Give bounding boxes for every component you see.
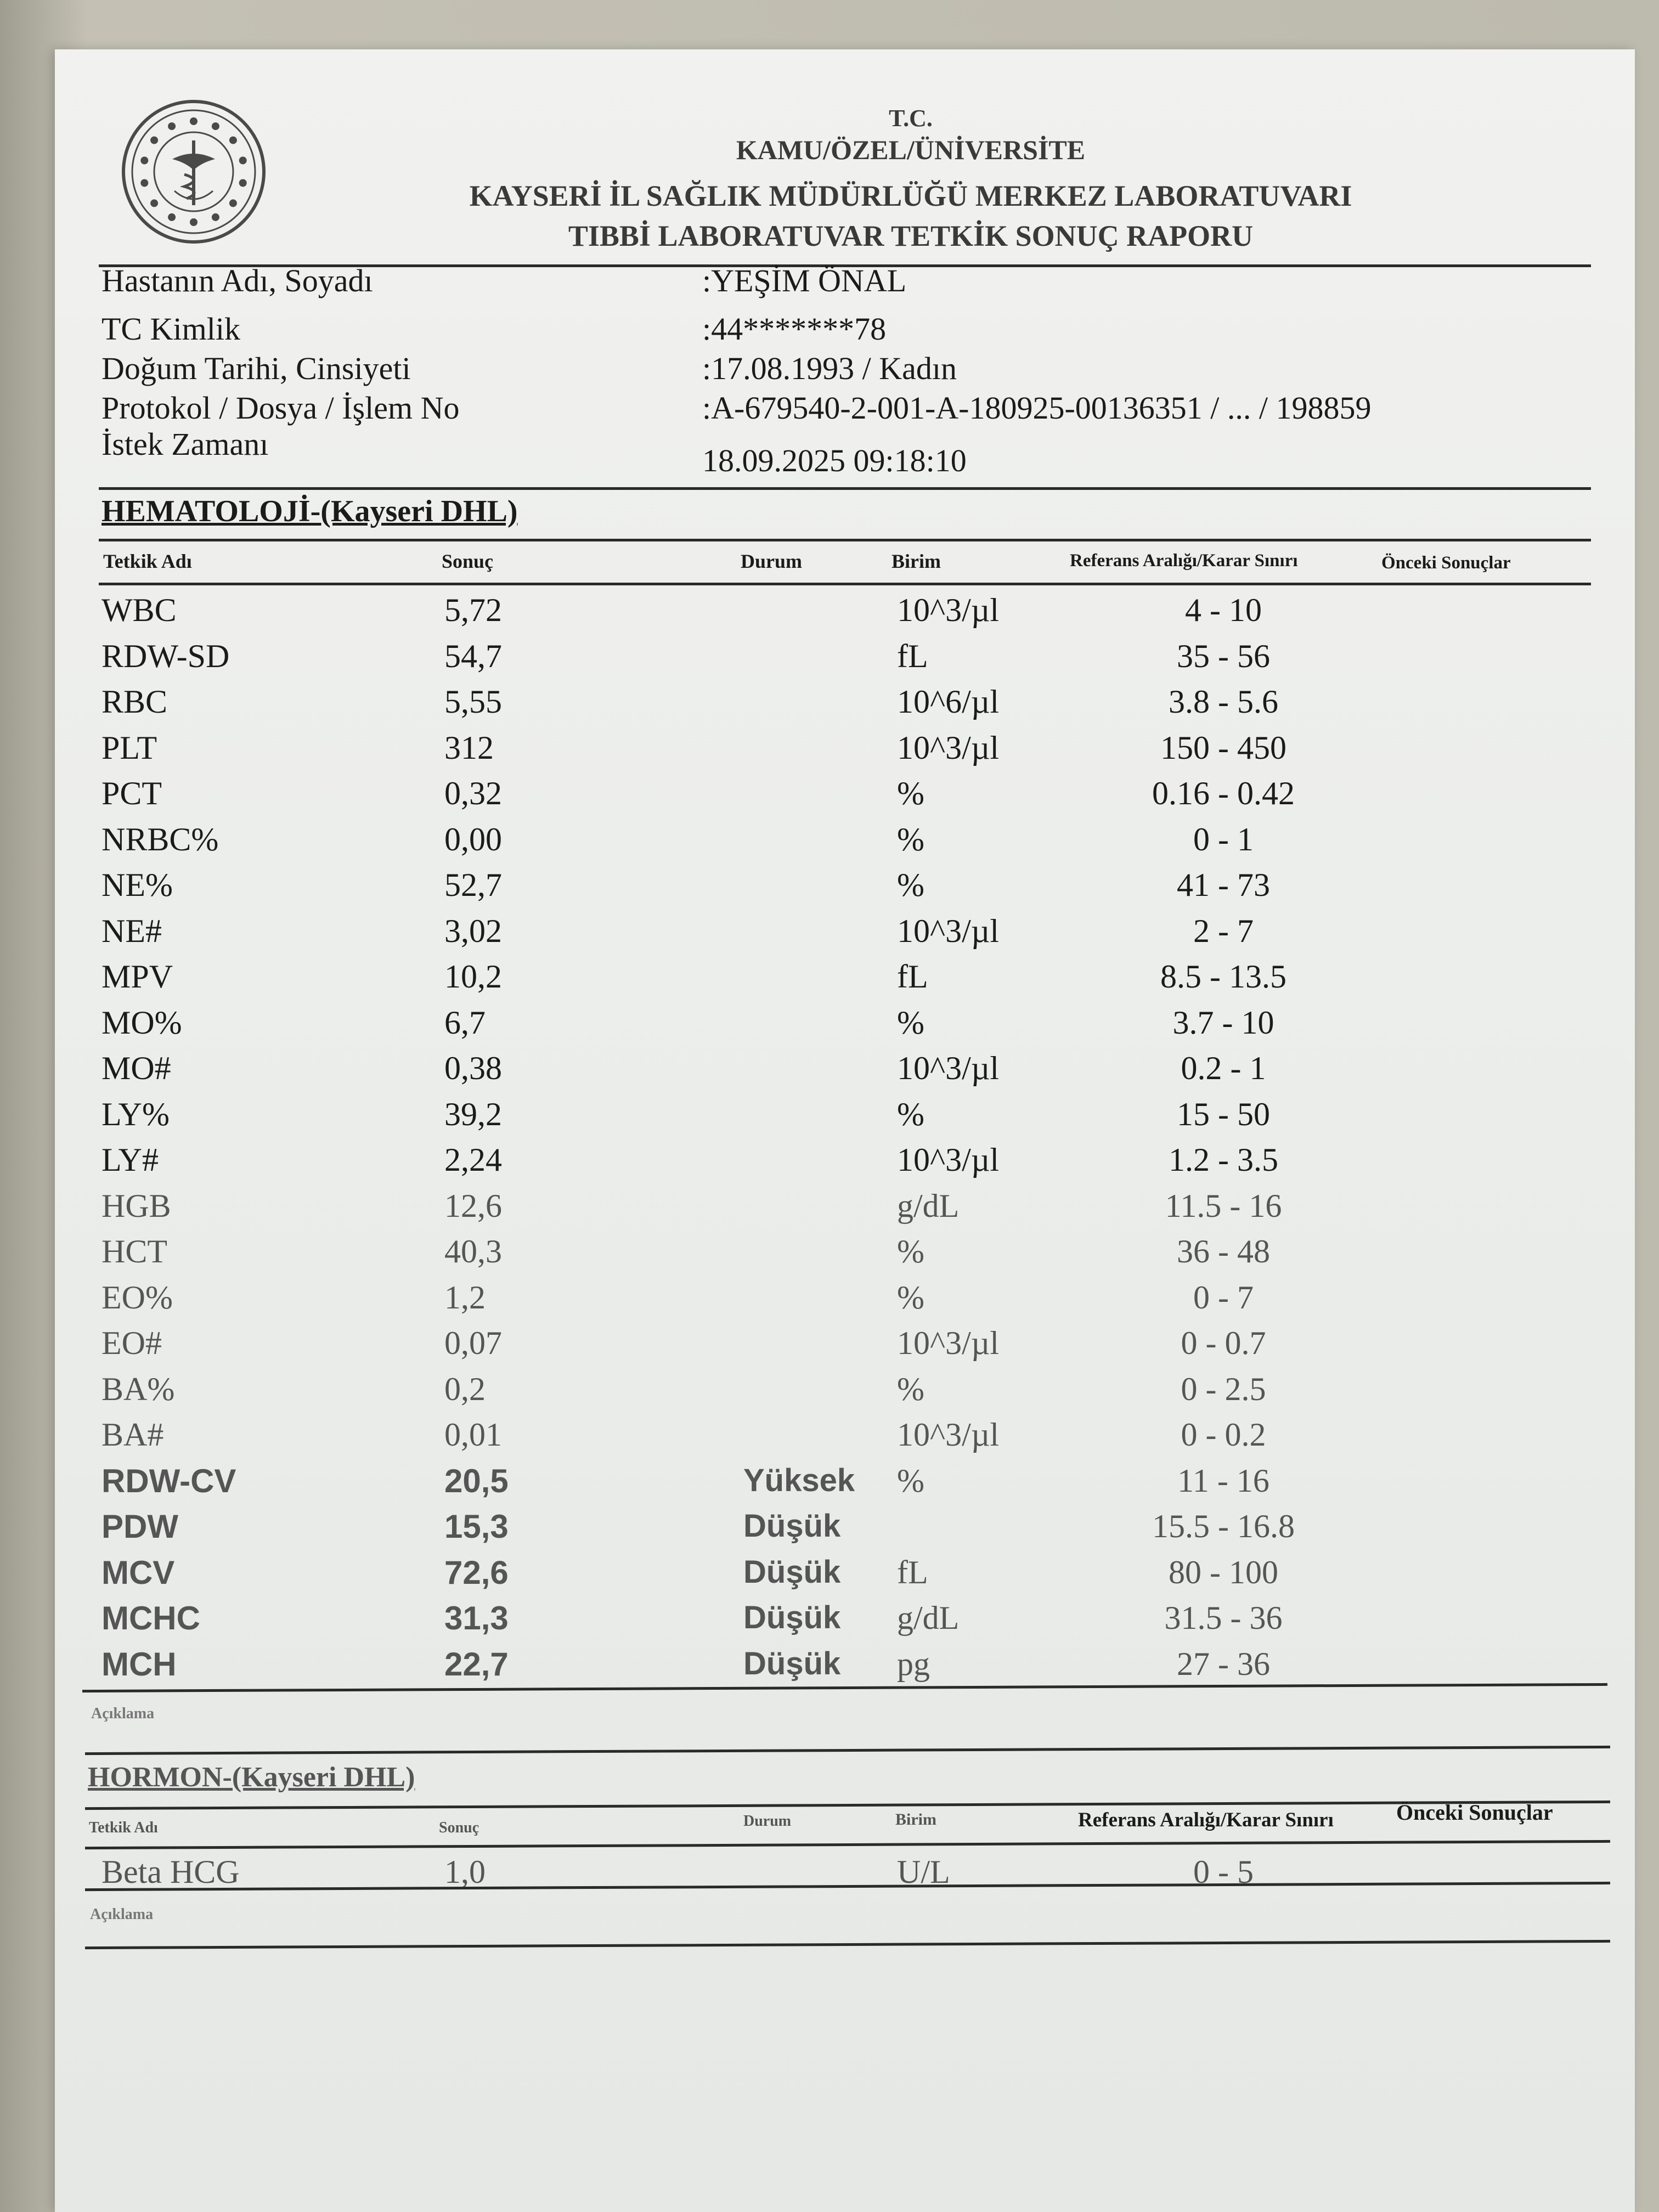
cell-test: HCT <box>101 1233 167 1269</box>
hematology-section-title: HEMATOLOJİ-(Kayseri DHL) <box>101 494 518 528</box>
cell-test: EO# <box>101 1325 162 1361</box>
cell-reference: 0 - 7 <box>1193 1279 1254 1316</box>
cell-reference: 3.8 - 5.6 <box>1169 684 1278 720</box>
cell-reference: 4 - 10 <box>1185 592 1262 628</box>
seal-star <box>168 213 176 221</box>
cell-test: NRBC% <box>101 821 219 857</box>
cell-reference: 150 - 450 <box>1160 729 1286 766</box>
patient-name-label: Hastanın Adı, Soyadı <box>101 263 373 298</box>
cell-result: 0,01 <box>444 1417 502 1453</box>
title-line-institution-type: KAMU/ÖZEL/ÜNİVERSİTE <box>736 134 1086 165</box>
cell-reference: 2 - 7 <box>1193 912 1254 949</box>
cell-unit: 10^3/µl <box>897 1325 1000 1361</box>
cell-unit: % <box>897 821 924 857</box>
cell-unit: % <box>897 775 924 811</box>
cell-result: 0,07 <box>444 1325 502 1361</box>
cell-test: MO% <box>101 1004 182 1041</box>
cell-unit: % <box>897 1096 924 1132</box>
cell-test: WBC <box>101 592 177 628</box>
hormone-column-header-result: Sonuç <box>439 1819 479 1836</box>
cell-result: 52,7 <box>444 867 502 903</box>
hormone-column-header-previous: Önceki Sonuçlar <box>1396 1800 1553 1825</box>
seal-star <box>168 122 176 130</box>
cell-test: MCV <box>101 1554 175 1591</box>
cell-reference: 31.5 - 36 <box>1164 1600 1283 1636</box>
birth-label: Doğum Tarihi, Cinsiyeti <box>101 351 411 386</box>
cell-result: 0,32 <box>444 775 502 811</box>
cell-result: 5,55 <box>444 684 502 720</box>
seal-star <box>190 218 198 226</box>
cell-unit: 10^6/µl <box>897 684 1000 720</box>
divider <box>82 1683 1607 1692</box>
seal-star <box>212 213 219 221</box>
seal-star <box>212 122 219 130</box>
ministry-seal-icon <box>120 98 268 246</box>
column-header-unit: Birim <box>891 550 941 572</box>
hematology-note-label: Açıklama <box>91 1705 155 1722</box>
cell-result: 15,3 <box>444 1508 509 1545</box>
seal-star <box>229 199 237 207</box>
divider <box>85 1801 1610 1810</box>
column-header-status: Durum <box>741 550 803 572</box>
cell-unit: fL <box>897 1554 928 1590</box>
lab-report-sheet <box>55 49 1635 2212</box>
patient-name-value: :YEŞİM ÖNAL <box>702 263 907 298</box>
cell-result: 54,7 <box>444 637 502 674</box>
seal-star <box>229 137 237 144</box>
cell-test: RBC <box>101 684 168 720</box>
cell-reference: 0.16 - 0.42 <box>1152 775 1295 811</box>
title-line-report: TIBBİ LABORATUVAR TETKİK SONUÇ RAPORU <box>568 219 1254 252</box>
title-line-laboratory: KAYSERİ İL SAĞLIK MÜDÜRLÜĞÜ MERKEZ LABORATUVARI <box>469 179 1352 212</box>
cell-result: 40,3 <box>444 1233 502 1269</box>
cell-unit: g/dL <box>897 1600 960 1636</box>
cell-reference: 36 - 48 <box>1177 1233 1270 1269</box>
cell-test: Beta HCG <box>101 1854 240 1890</box>
hormone-section-title: HORMON-(Kayseri DHL) <box>88 1762 415 1793</box>
cell-test: RDW-CV <box>101 1462 236 1499</box>
cell-result: 0,2 <box>444 1370 486 1407</box>
cell-reference: 1.2 - 3.5 <box>1169 1142 1278 1178</box>
cell-status: Düşük <box>743 1645 841 1681</box>
cell-test: NE% <box>101 867 173 903</box>
cell-unit: 10^3/µl <box>897 592 1000 628</box>
seal-star <box>150 137 158 144</box>
tc-value: :44*******78 <box>702 311 887 347</box>
cell-result: 5,72 <box>444 592 502 628</box>
cell-reference: 15 - 50 <box>1177 1096 1270 1132</box>
cell-test: BA% <box>101 1370 175 1407</box>
cell-reference: 80 - 100 <box>1169 1554 1278 1590</box>
cell-result: 12,6 <box>444 1187 502 1224</box>
cell-unit: 10^3/µl <box>897 1050 1000 1086</box>
cell-unit: % <box>897 1279 924 1316</box>
cell-test: PCT <box>101 775 162 811</box>
divider <box>85 1746 1610 1755</box>
cell-result: 6,7 <box>444 1004 486 1041</box>
cell-result: 22,7 <box>444 1645 509 1683</box>
cell-status: Düşük <box>743 1600 841 1635</box>
hormone-column-header-unit: Birim <box>895 1810 936 1829</box>
cell-test: MCHC <box>101 1600 200 1637</box>
cell-reference: 3.7 - 10 <box>1172 1004 1274 1041</box>
cell-unit: g/dL <box>897 1187 960 1224</box>
hormone-column-header-reference: Referans Aralığı/Karar Sınırı <box>1078 1809 1334 1831</box>
cell-reference: 35 - 56 <box>1177 637 1270 674</box>
tc-label: TC Kimlik <box>101 311 240 347</box>
seal-star <box>190 117 198 125</box>
cell-reference: 41 - 73 <box>1177 867 1270 903</box>
cell-result: 10,2 <box>444 958 502 995</box>
cell-result: 0,38 <box>444 1050 502 1086</box>
divider <box>85 1840 1610 1849</box>
cell-unit: fL <box>897 958 928 995</box>
cell-test: LY# <box>101 1142 159 1178</box>
cell-test: PDW <box>101 1508 178 1545</box>
cell-test: HGB <box>101 1187 171 1224</box>
cell-unit: 10^3/µl <box>897 729 1000 766</box>
cell-unit: % <box>897 867 924 903</box>
hormone-column-header-status: Durum <box>743 1813 792 1830</box>
seal-star <box>140 157 148 165</box>
cell-unit: pg <box>897 1645 930 1682</box>
cell-reference: 0 - 0.7 <box>1181 1325 1266 1361</box>
cell-test: MPV <box>101 958 173 995</box>
cell-result: 20,5 <box>444 1462 509 1499</box>
cell-reference: 0 - 2.5 <box>1181 1370 1266 1407</box>
hormone-note-label: Açıklama <box>90 1906 154 1923</box>
cell-result: 72,6 <box>444 1554 509 1591</box>
cell-test: MCH <box>101 1645 177 1683</box>
column-header-test: Tetkik Adı <box>103 550 192 572</box>
cell-reference: 0 - 5 <box>1193 1854 1254 1890</box>
seal-star <box>150 199 158 207</box>
divider <box>99 487 1591 490</box>
cell-result: 31,3 <box>444 1600 509 1637</box>
cell-result: 2,24 <box>444 1142 502 1178</box>
cell-unit: U/L <box>897 1854 950 1890</box>
cell-unit: % <box>897 1462 924 1499</box>
cell-reference: 0 - 1 <box>1193 821 1254 857</box>
cell-test: BA# <box>101 1417 164 1453</box>
cell-result: 3,02 <box>444 912 502 949</box>
seal-star <box>140 179 148 187</box>
protocol-label: Protokol / Dosya / İşlem No <box>101 390 460 426</box>
birth-value: :17.08.1993 / Kadın <box>702 351 957 386</box>
cell-unit: fL <box>897 637 928 674</box>
cell-result: 1,0 <box>444 1854 486 1890</box>
cell-result: 1,2 <box>444 1279 486 1316</box>
column-header-reference: Referans Aralığı/Karar Sınırı <box>1070 551 1298 571</box>
cell-test: PLT <box>101 729 157 766</box>
cell-status: Yüksek <box>743 1462 855 1498</box>
cell-result: 312 <box>444 729 494 766</box>
cell-reference: 11 - 16 <box>1177 1462 1269 1499</box>
cell-status: Düşük <box>743 1554 841 1590</box>
request-time-value: 18.09.2025 09:18:10 <box>702 443 967 478</box>
divider <box>99 583 1591 585</box>
cell-unit: % <box>897 1370 924 1407</box>
cell-reference: 27 - 36 <box>1177 1645 1270 1682</box>
protocol-value: :A-679540-2-001-A-180925-00136351 / ... / 198859 <box>702 390 1372 426</box>
cell-test: NE# <box>101 912 162 949</box>
title-line-tc: T.C. <box>889 105 933 132</box>
cell-unit: % <box>897 1233 924 1269</box>
cell-test: RDW-SD <box>101 637 230 674</box>
request-time-label: İstek Zamanı <box>101 426 269 462</box>
cell-reference: 11.5 - 16 <box>1165 1187 1282 1224</box>
cell-reference: 8.5 - 13.5 <box>1160 958 1286 995</box>
cell-test: MO# <box>101 1050 171 1086</box>
cell-unit: 10^3/µl <box>897 912 1000 949</box>
divider <box>99 539 1591 541</box>
cell-reference: 0 - 0.2 <box>1181 1417 1266 1453</box>
cell-status: Düşük <box>743 1508 841 1544</box>
cell-unit: 10^3/µl <box>897 1142 1000 1178</box>
cell-result: 39,2 <box>444 1096 502 1132</box>
cell-test: LY% <box>101 1096 170 1132</box>
divider <box>85 1940 1610 1949</box>
cell-unit: 10^3/µl <box>897 1417 1000 1453</box>
seal-star <box>239 179 247 187</box>
divider <box>85 1882 1610 1891</box>
cell-test: EO% <box>101 1279 173 1316</box>
cell-unit: % <box>897 1004 924 1041</box>
column-header-previous: Önceki Sonuçlar <box>1381 553 1511 573</box>
cell-reference: 15.5 - 16.8 <box>1152 1508 1295 1544</box>
report-title <box>362 104 1459 253</box>
cell-result: 0,00 <box>444 821 502 857</box>
seal-star <box>239 157 247 165</box>
cell-reference: 0.2 - 1 <box>1181 1050 1266 1086</box>
hormone-column-header-test: Tetkik Adı <box>89 1819 158 1836</box>
column-header-result: Sonuç <box>442 550 494 572</box>
